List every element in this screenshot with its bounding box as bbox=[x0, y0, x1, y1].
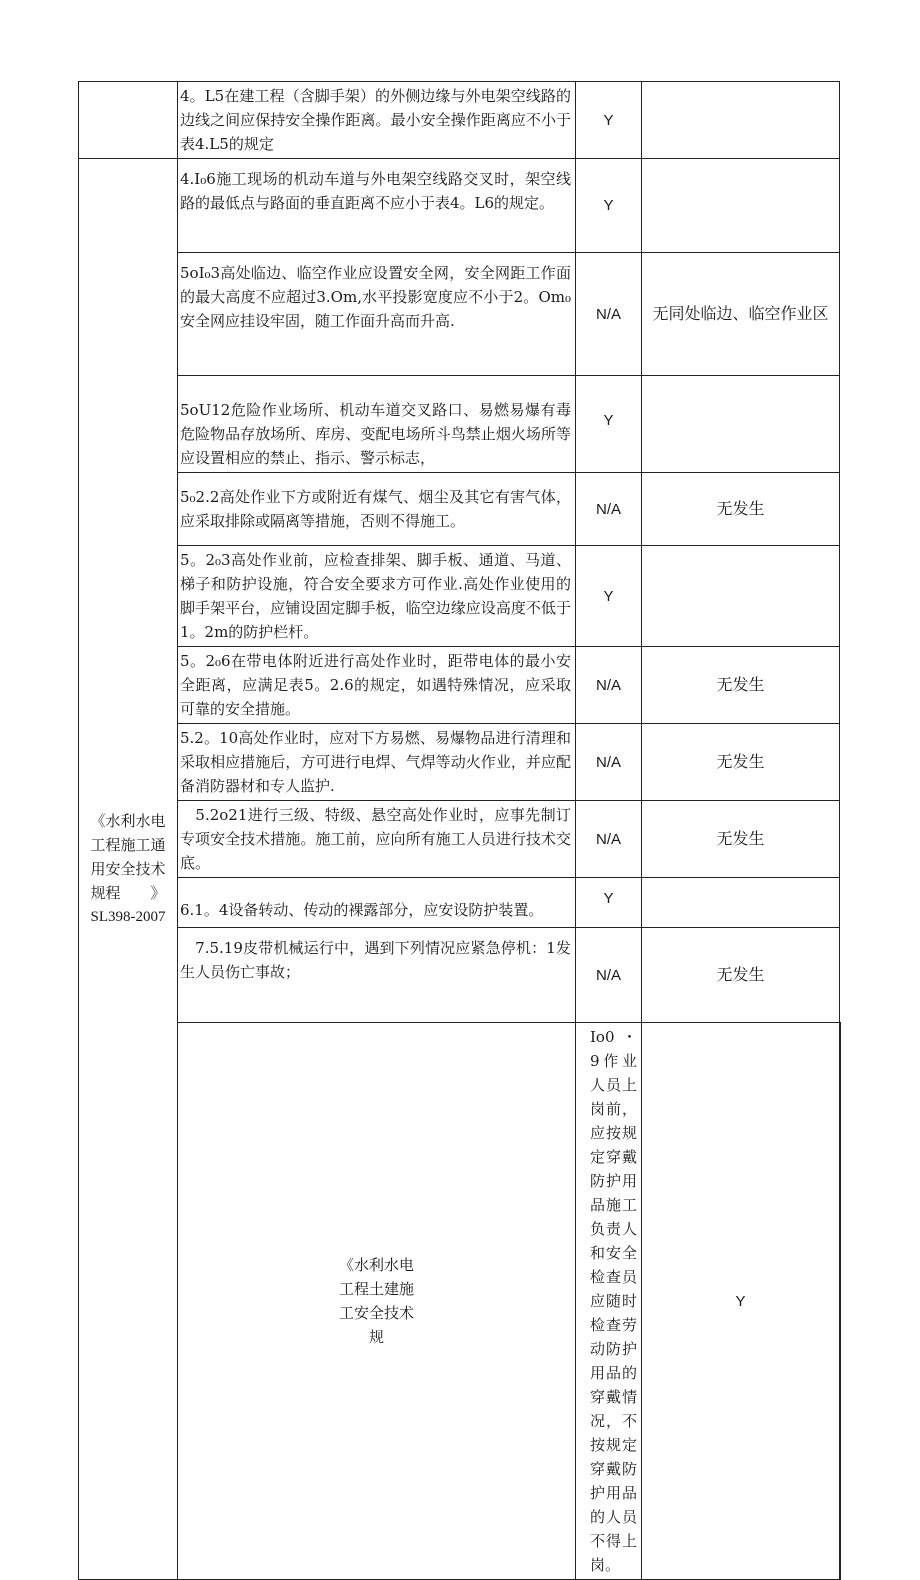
standard-cell-empty bbox=[79, 82, 178, 159]
standard-name-line: 《水利水电 bbox=[90, 812, 166, 830]
result-cell: Y bbox=[576, 159, 642, 253]
table-row bbox=[79, 1023, 841, 1580]
standard-name-line: 用安全技术 bbox=[90, 860, 166, 878]
result-cell: N/A bbox=[576, 253, 642, 376]
clause-text: 5。2₀6在带电体附近进行高处作业时，距带电体的最小安全距离，应满足表5。2.6的规定，如遇特殊情况，应采取可靠的安全措施。 bbox=[178, 647, 576, 724]
clause-text: 4.I₀6施工现场的机动车道与外电架空线路交叉时，架空线路的最低点与路面的垂直距离不应小于表4。L6的规定。 bbox=[178, 159, 576, 253]
result-cell: N/A bbox=[576, 928, 642, 1023]
note-cell bbox=[642, 159, 840, 253]
note-cell bbox=[642, 546, 840, 647]
result-cell: Y bbox=[576, 376, 642, 473]
note-cell bbox=[840, 1023, 841, 1580]
result-cell: Y bbox=[642, 1023, 840, 1580]
clause-text: 5。2₀3高处作业前，应检查排架、脚手板、通道、马道、梯子和防护设施，符合安全要求方可作业.高处作业使用的脚手架平台，应铺设固定脚手板，临空边缘应设高度不低于1。2m的防护栏杆。 bbox=[178, 546, 576, 647]
table-row bbox=[79, 159, 841, 253]
clause-text: 4。L5在建工程（含脚手架）的外侧边缘与外电架空线路的边线之间应保持安全操作距离。最小安全操作距离应不小于表4.L5的规定 bbox=[178, 82, 576, 159]
table-row bbox=[79, 546, 841, 647]
standard-name-line: 《水利水电 bbox=[338, 1256, 414, 1274]
clause-text: Io0・9作业人员上岗前，应按规定穿戴防护用品施工负责人和安全检查员应随时检查劳动防护用品的穿戴情况，不按规定穿戴防护用品的人员不得上岗。 bbox=[576, 1023, 642, 1580]
standard-name-line: 规 bbox=[368, 1328, 384, 1346]
note-cell: 无发生 bbox=[642, 724, 840, 801]
table-row bbox=[79, 253, 841, 376]
result-cell: N/A bbox=[576, 724, 642, 801]
clause-text: 5oI₀3高处临边、临空作业应设置安全网，安全网距工作面的最大高度不应超过3.Om,水平投影宽度应不小于2。Om₀安全网应挂设牢固，随工作面升高而升高. bbox=[178, 253, 576, 376]
standard-civil-cell bbox=[178, 1023, 576, 1580]
note-cell: 无发生 bbox=[642, 473, 840, 546]
note-cell bbox=[642, 82, 840, 159]
table-row bbox=[79, 724, 841, 801]
note-cell bbox=[642, 376, 840, 473]
clause-text: 6.1。4设备转动、传动的裸露部分，应安设防护装置。 bbox=[178, 878, 576, 928]
note-cell: 无同处临边、临空作业区 bbox=[642, 253, 840, 376]
note-cell: 无发生 bbox=[642, 647, 840, 724]
clause-text: 5₀2.2高处作业下方或附近有煤气、烟尘及其它有害气体，应采取排除或隔离等措施，否则不得施工。 bbox=[178, 473, 576, 546]
clause-text: 5oU12危险作业场所、机动车道交叉路口、易燃易爆有毒危险物品存放场所、库房、变配电场所斗鸟禁止烟火场所等应设置相应的禁止、指示、警示标志， bbox=[178, 376, 576, 473]
result-cell: N/A bbox=[576, 473, 642, 546]
clause-text: 7.5.19皮带机械运行中，遇到下列情况应紧急停机：1发生人员伤亡事故； bbox=[178, 928, 576, 1023]
result-cell: Y bbox=[576, 82, 642, 159]
standard-name-line: 工安全技术 bbox=[338, 1304, 414, 1322]
standard-code: SL398-2007 bbox=[90, 909, 166, 925]
standard-name-line: 工程施工通 bbox=[90, 836, 166, 854]
result-cell: N/A bbox=[576, 647, 642, 724]
note-cell: 无发生 bbox=[642, 928, 840, 1023]
safety-checklist-table bbox=[78, 81, 841, 1580]
note-cell bbox=[642, 878, 840, 928]
table-row bbox=[79, 928, 841, 1023]
standard-name-line: 规程 》 bbox=[90, 884, 166, 902]
table-row bbox=[79, 473, 841, 546]
standard-sl398-cell bbox=[79, 159, 178, 1580]
table-row bbox=[79, 801, 841, 878]
table-row bbox=[79, 376, 841, 473]
note-cell: 无发生 bbox=[642, 801, 840, 878]
result-cell: Y bbox=[576, 546, 642, 647]
clause-text: 5.2o21进行三级、特级、悬空高处作业时，应事先制订专项安全技术措施。施工前，应向所有施工人员进行技术交底。 bbox=[178, 801, 576, 878]
result-cell: N/A bbox=[576, 801, 642, 878]
standard-name-line: 工程土建施 bbox=[338, 1280, 414, 1298]
table-row bbox=[79, 82, 841, 159]
clause-text: 5.2。10高处作业时，应对下方易燃、易爆物品进行清理和采取相应措施后，方可进行电焊、气焊等动火作业，并应配备消防器材和专人监护. bbox=[178, 724, 576, 801]
table-row bbox=[79, 647, 841, 724]
table-row bbox=[79, 878, 841, 928]
result-cell: Y bbox=[576, 878, 642, 928]
